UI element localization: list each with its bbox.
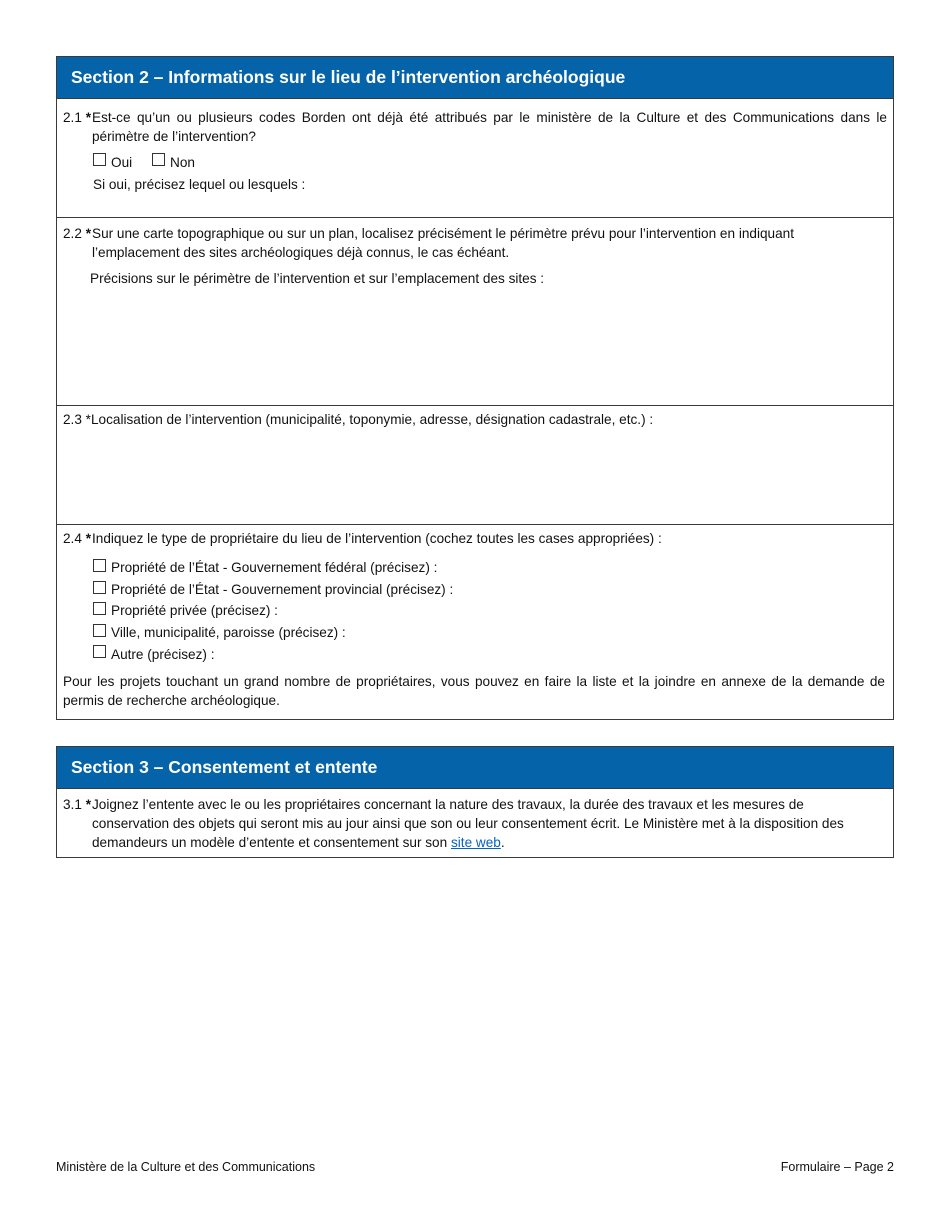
question-text-line3 [92,833,505,852]
line3-end: . [500,835,505,850]
question-2-1 [57,98,893,217]
location-response-area[interactable] [63,432,885,520]
question-number: 2.4 [63,531,82,546]
site-web-link[interactable]: site web [450,835,501,850]
line3-text: demandeurs un modèle d’entente et consentement sur son [92,835,451,850]
followup-label: Si oui, précisez lequel ou lesquels : [93,177,306,192]
required-marker: * [85,531,91,546]
section-3 [56,746,894,858]
footer-page-number: Formulaire – Page 2 [780,1160,894,1174]
question-text-line2: périmètre de l’intervention? [92,129,256,144]
section-3-title: Section 3 – Consentement et entente [57,747,893,789]
question-2-2 [57,217,893,405]
section-2-title: Section 2 – Informations sur le lieu de l’intervention archéologique [57,57,893,99]
details-label: Précisions sur le périmètre de l’intervention et sur l’emplacement des sites : [90,271,545,286]
question-number: 2.2 [63,226,82,241]
question-2-3 [57,405,893,524]
private-checkbox[interactable] [93,602,106,615]
federal-label: Propriété de l’État - Gouvernement fédéral (précisez) : [111,560,438,575]
question-text: 2.3 *Localisation de l’intervention (municipalité, toponymie, adresse, désignation cadastrale, etc.) : [63,412,654,427]
question-text-line2: conservation des objets qui seront mis au jour ainsi que son ou leur consentement écrit. Le Ministère met à la disposition des [92,816,844,831]
question-text-line2: l’emplacement des sites archéologiques déjà connus, le cas échéant. [92,245,510,260]
federal-checkbox[interactable] [93,559,106,572]
details-response-area[interactable] [90,290,885,400]
question-text-line1: Indiquez le type de propriétaire du lieu de l’intervention (cochez toutes les cases appropriées) : [92,531,662,546]
question-2-4 [57,524,893,719]
section-2 [56,56,894,720]
question-text-line1: Joignez l’entente avec le ou les propriétaires concernant la nature des travaux, la durée des travaux et les mesures de [92,797,804,812]
question-text-line1: Sur une carte topographique ou sur un plan, localisez précisément le périmètre prévu pour l’intervention en indiquant [92,226,795,241]
provincial-checkbox[interactable] [93,581,106,594]
question-3-1 [57,788,893,857]
question-number: 3.1 [63,797,82,812]
required-marker: * [85,226,91,241]
question-text-line1: Est-ce qu’un ou plusieurs codes Borden ont déjà été attribués par le ministère de la Culture et des Communications dans le [92,110,887,125]
required-marker: * [85,797,91,812]
municipal-checkbox[interactable] [93,624,106,637]
question-number: 2.1 [63,110,82,125]
required-marker: * [85,110,91,125]
other-label: Autre (précisez) : [111,647,215,662]
municipal-label: Ville, municipalité, paroisse (précisez) : [111,625,346,640]
private-label: Propriété privée (précisez) : [111,603,278,618]
oui-label: Oui [111,155,133,170]
footer-ministry: Ministère de la Culture et des Communications [56,1160,316,1174]
note-line2: permis de recherche archéologique. [63,693,280,708]
non-label: Non [170,155,195,170]
oui-checkbox[interactable] [93,153,106,166]
non-checkbox[interactable] [152,153,165,166]
provincial-label: Propriété de l’État - Gouvernement provincial (précisez) : [111,582,454,597]
note-line1: Pour les projets touchant un grand nombre de propriétaires, vous pouvez en faire la liste et la joindre en annexe de la demande de [63,674,885,689]
other-checkbox[interactable] [93,645,106,658]
